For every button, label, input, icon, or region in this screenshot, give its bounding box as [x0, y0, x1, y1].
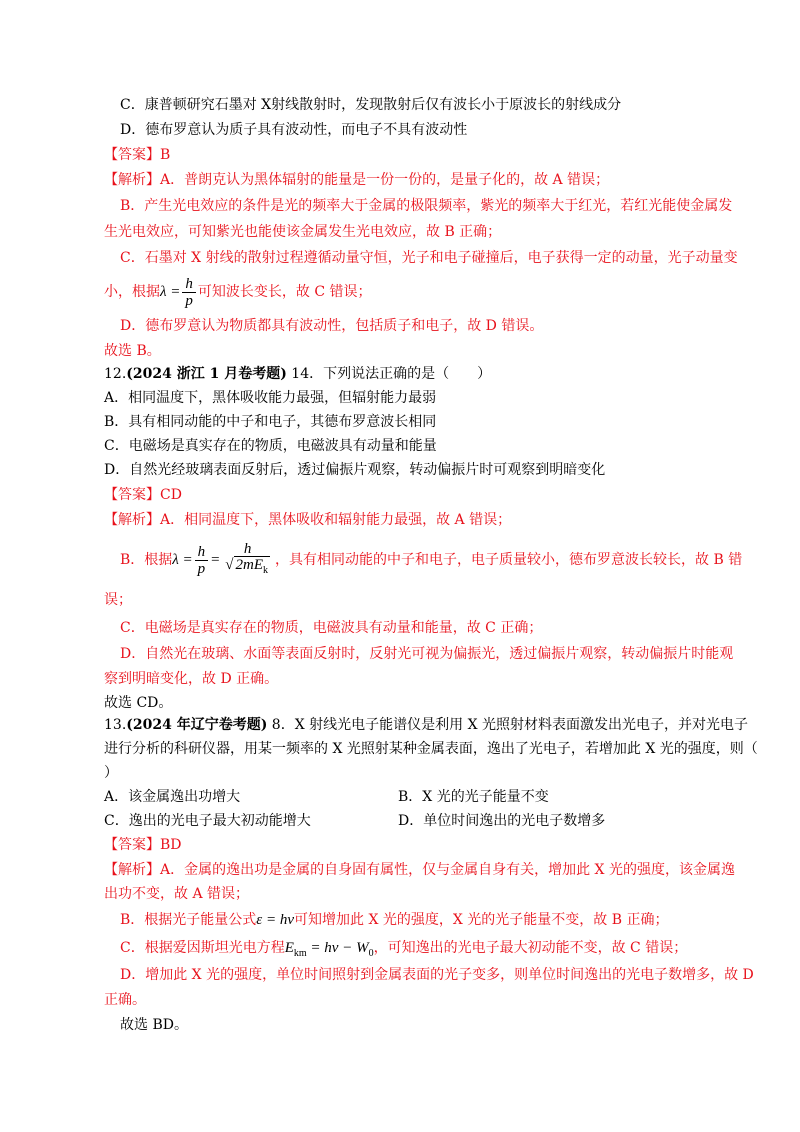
q13-option-c: C．逸出的光电子最大初动能增大 [104, 813, 311, 829]
q13-option-d: D．单位时间逸出的光电子数增多 [398, 813, 606, 829]
q11-analysis-c-line2: 小，根据λ = $\frac{h}{p}$ 可知波长变长，故 C 错误； [104, 275, 372, 309]
q12-analysis-d-line2: 察到明暗变化，故 D 正确。 [104, 671, 279, 687]
formula-lambda: λ = [172, 552, 193, 568]
q12-analysis-c: C．电磁场是真实存在的物质，电磁波具有动量和能量，故 C 正确； [120, 620, 543, 636]
q11-analysis-d: D．德布罗意认为物质都具有波动性，包括质子和电子，故 D 错误。 [120, 318, 544, 334]
q13-stem-line1: 13.(2024 年辽宁卷考题) 8．X 射线光电子能谱仪是利用 X 光照射材料表面激发出光电子，并对光电子 [104, 717, 748, 733]
q12-option-a: A．相同温度下，黑体吸收能力最强，但辐射能力最弱 [104, 390, 437, 406]
formula-photoelectric-equation: $E_{km} = h\nu - W_0$ [284, 940, 374, 959]
q11-analysis-c-line1: C．石墨对 X 射线的散射过程遵循动量守恒，光子和电子碰撞后，电子获得一定的动量，光子动量变 [120, 250, 738, 266]
q13-conclusion: 故选 BD。 [120, 1017, 188, 1033]
fraction-h-over-p: $\frac{h}{p}$ [195, 544, 209, 577]
q11-analysis-b-line1: B．产生光电效应的条件是光的频率大于金属的极限频率，紫光的频率大于红光，若红光能使金属发 [120, 198, 733, 214]
q11-analysis-b-line2: 生光电效应，可知紫光也能使该金属发生光电效应，故 B 正确； [104, 224, 502, 240]
q13-analysis-d-line2: 正确。 [104, 992, 146, 1008]
formula-lambda: λ = [160, 284, 181, 300]
q12-conclusion: 故选 CD。 [104, 695, 173, 711]
q12-analysis-a: 【解析】A．相同温度下，黑体吸收和辐射能力最强，故 A 错误； [104, 512, 512, 528]
q13-analysis-a-line2: 出功不变，故 A 错误； [104, 886, 250, 902]
q11-option-c: C．康普顿研究石墨对 X射线散射时，发现散射后仅有波长小于原波长的射线成分 [120, 97, 622, 113]
q13-analysis-b: B．根据光子能量公式ε = hν可知增加此 X 光的强度，X 光的光子能量不变，故 B 正确； [120, 912, 669, 928]
q13-analysis-c: C．根据爱因斯坦光电方程$E_{km} = h\nu - W_0$，可知逸出的光电子最大初动能不变，故 C 错误； [120, 940, 688, 959]
fraction-h-over-p: $\frac{h}{p}$ [182, 276, 196, 309]
q13-source: (2024 年辽宁卷考题) [126, 717, 268, 733]
q11-conclusion: 故选 B。 [104, 343, 161, 359]
q12-analysis-b-line1: B．根据λ = $\frac{h}{p}$ = h √ $2mE_k$ ，具有相同动能的中子和电子，电子质量较小，德布罗意波长较长，故 B 错 [120, 540, 742, 580]
q12-option-c: C．电磁场是真实存在的物质，电磁波具有动量和能量 [104, 438, 437, 454]
q12-source: (2024 浙江 1 月卷考题) [126, 366, 287, 382]
q12-option-b: B．具有相同动能的中子和电子，其德布罗意波长相同 [104, 414, 437, 430]
q12-analysis-b-line2: 误； [104, 592, 132, 608]
q13-option-a: A．该金属逸出功增大 [104, 789, 241, 805]
q13-answer: 【答案】BD [104, 837, 182, 853]
q12-answer: 【答案】CD [104, 487, 182, 503]
q13-analysis-a-line1: 【解析】A．金属的逸出功是金属的自身固有属性，仅与金属自身有关，增加此 X 光的强度，该金属逸 [104, 862, 735, 878]
q11-option-d: D．德布罗意认为质子具有波动性，而电子不具有波动性 [120, 122, 468, 138]
q13-analysis-d-line1: D．增加此 X 光的强度，单位时间照射到金属表面的光子变多，则单位时间逸出的光电子数增多，故 D [120, 967, 754, 983]
fraction-h-over-sqrt-2mek: h √ $2mE_k$ [225, 541, 269, 576]
q11-answer: 【答案】B [104, 147, 171, 163]
q12-stem: 12.(2024 浙江 1 月卷考题) 14．下列说法正确的是（ ） [104, 366, 492, 382]
q12-option-d: D．自然光经玻璃表面反射后，透过偏振片观察，转动偏振片时可观察到明暗变化 [104, 462, 606, 478]
q12-analysis-d-line1: D．自然光在玻璃、水面等表面反射时，反射光可视为偏振光，透过偏振片观察，转动偏振片时能观 [120, 646, 734, 662]
q13-stem-line2: 进行分析的科研仪器，用某一频率的 X 光照射某种金属表面，逸出了光电子，若增加此 X 光的强度，则（ [104, 741, 758, 757]
formula-epsilon-h-nu: ε = hν [256, 912, 294, 928]
q13-option-b: B．X 光的光子能量不变 [398, 789, 549, 805]
q11-analysis-a: 【解析】A．普朗克认为黑体辐射的能量是一份一份的，是量子化的，故 A 错误； [104, 172, 610, 188]
q13-stem-line3: ） [104, 765, 118, 781]
